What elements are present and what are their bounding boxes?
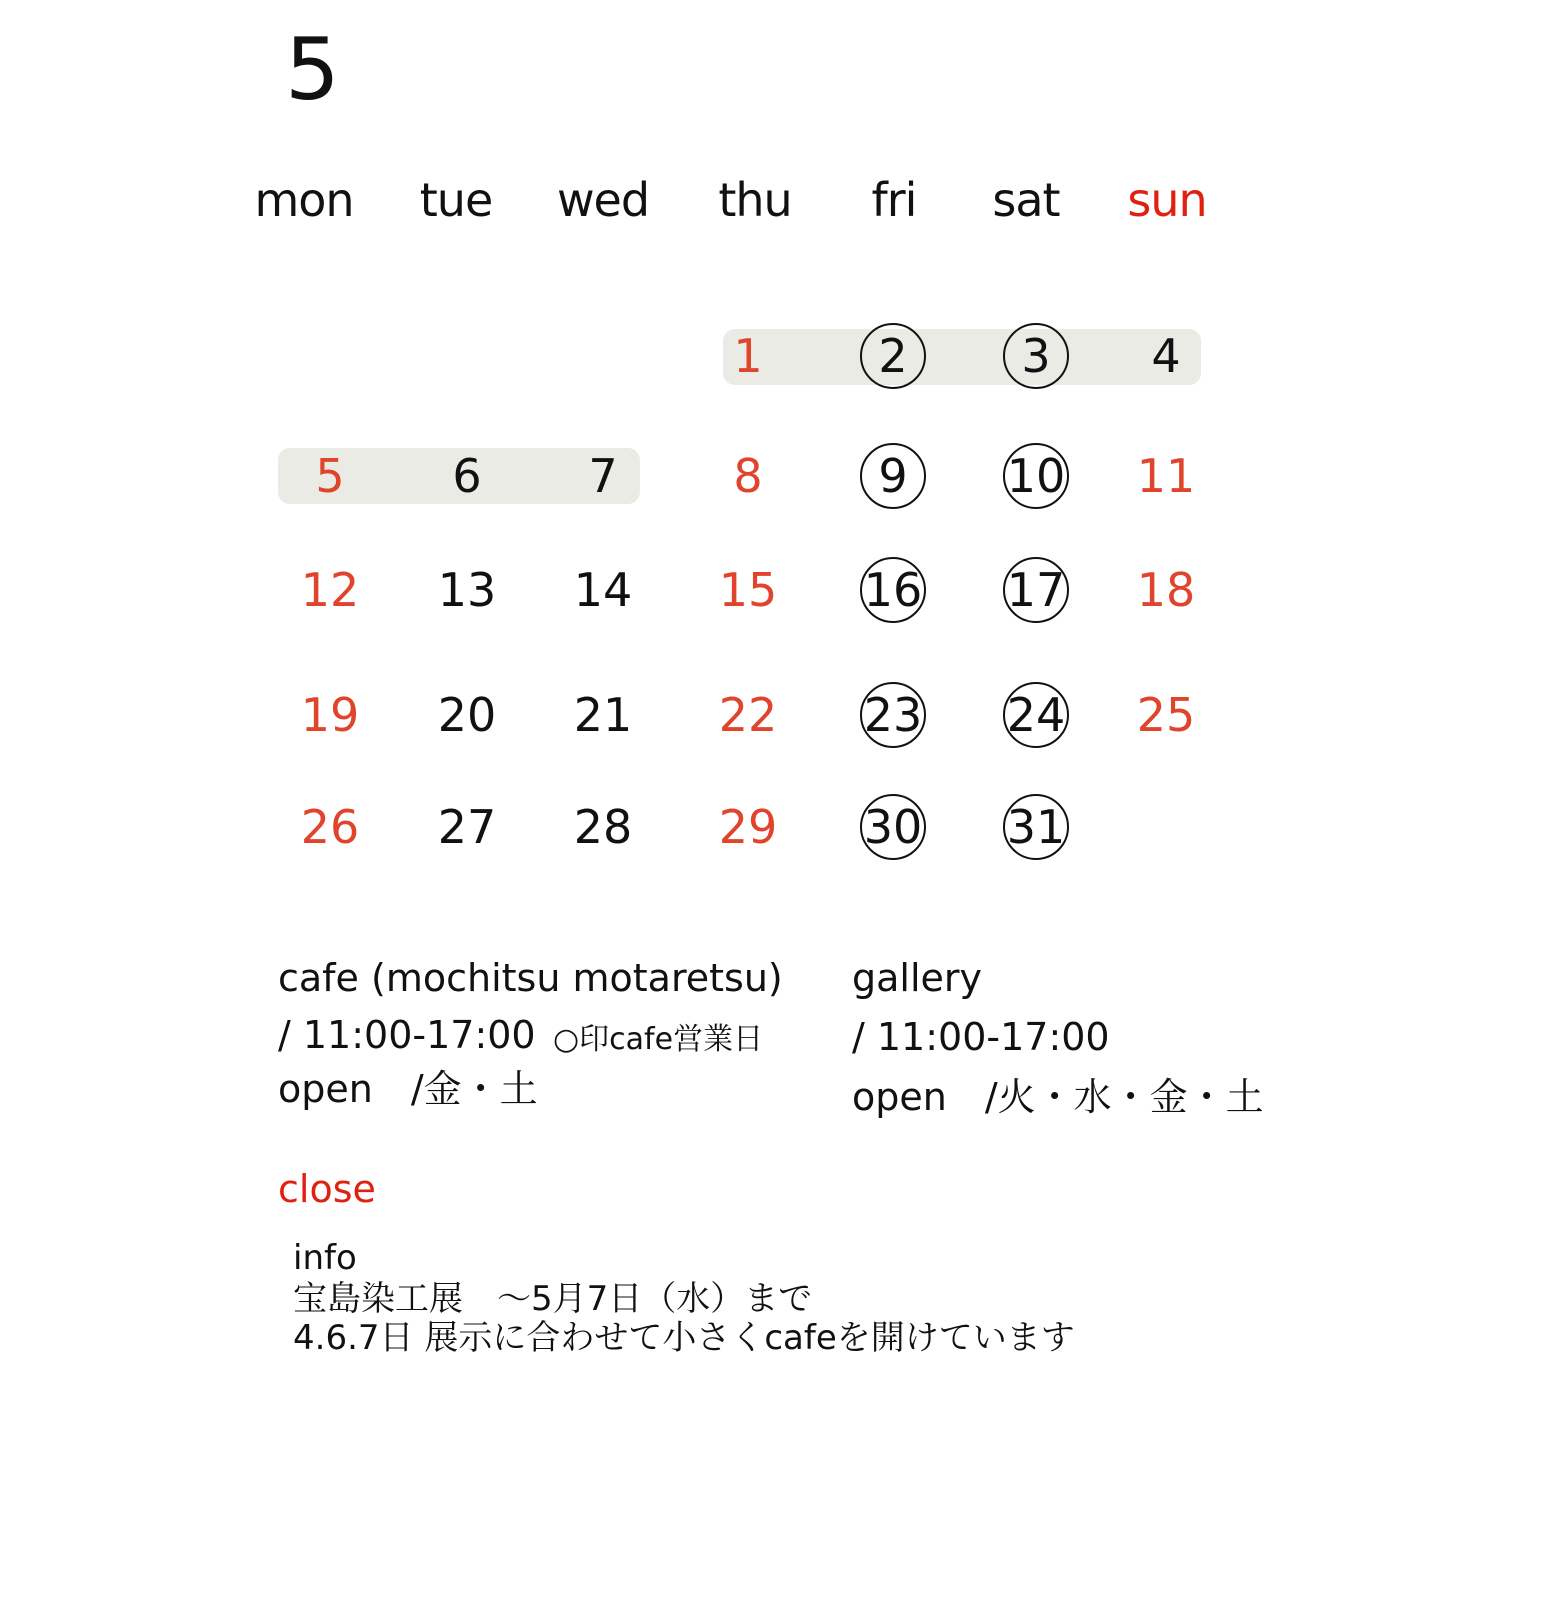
info-heading: info <box>293 1238 357 1278</box>
weekday-mon: mon <box>254 173 354 227</box>
calendar-day-3: 3 <box>991 321 1081 391</box>
calendar-day-1: 1 <box>733 329 763 383</box>
cafe-title: cafe (mochitsu motaretsu) <box>278 956 783 1000</box>
weekday-wed: wed <box>556 173 650 227</box>
calendar-day-23: 23 <box>848 680 938 750</box>
calendar-day-30: 30 <box>848 792 938 862</box>
calendar-day-11: 11 <box>1136 449 1196 503</box>
calendar-day-12: 12 <box>300 563 360 617</box>
gallery-hours: / 11:00-17:00 <box>852 1015 1110 1059</box>
calendar-day-16: 16 <box>848 555 938 625</box>
calendar-day-7: 7 <box>588 449 618 503</box>
calendar-day-15: 15 <box>718 563 778 617</box>
calendar-day-9: 9 <box>848 441 938 511</box>
cafe-hours: / 11:00-17:00 <box>278 1013 536 1057</box>
calendar-day-20: 20 <box>437 688 497 742</box>
calendar-day-2: 2 <box>848 321 938 391</box>
calendar-day-6: 6 <box>452 449 482 503</box>
calendar-day-26: 26 <box>300 800 360 854</box>
calendar-day-4: 4 <box>1151 329 1181 383</box>
calendar-day-10: 10 <box>991 441 1081 511</box>
gallery-title: gallery <box>852 956 983 1000</box>
calendar-day-29: 29 <box>718 800 778 854</box>
calendar-day-22: 22 <box>718 688 778 742</box>
calendar-day-13: 13 <box>437 563 497 617</box>
calendar-day-5: 5 <box>315 449 345 503</box>
calendar-day-31: 31 <box>991 792 1081 862</box>
calendar-day-24: 24 <box>991 680 1081 750</box>
weekday-tue: tue <box>419 173 493 227</box>
calendar-day-28: 28 <box>573 800 633 854</box>
info-line-1: 宝島染工展 ～5月7日（水）まで <box>293 1279 813 1319</box>
cafe-legend-note: ○印cafe営業日 <box>553 1022 764 1057</box>
gallery-open-days: open /火・水・金・土 <box>852 1075 1264 1119</box>
calendar-day-19: 19 <box>300 688 360 742</box>
calendar-day-8: 8 <box>733 449 763 503</box>
info-line-2: 4.6.7日 展示に合わせて小さくcafeを開けています <box>293 1318 1075 1358</box>
calendar-day-27: 27 <box>437 800 497 854</box>
month-number: 5 <box>285 20 340 120</box>
calendar-day-18: 18 <box>1136 563 1196 617</box>
calendar-day-17: 17 <box>991 555 1081 625</box>
calendar-day-25: 25 <box>1136 688 1196 742</box>
close-label: close <box>278 1167 376 1211</box>
calendar-day-14: 14 <box>573 563 633 617</box>
weekday-fri: fri <box>871 173 917 227</box>
weekday-sat: sat <box>992 173 1060 227</box>
weekday-thu: thu <box>718 173 792 227</box>
calendar-day-21: 21 <box>573 688 633 742</box>
weekday-sun: sun <box>1127 173 1207 227</box>
cafe-open-days: open /金・土 <box>278 1067 538 1111</box>
